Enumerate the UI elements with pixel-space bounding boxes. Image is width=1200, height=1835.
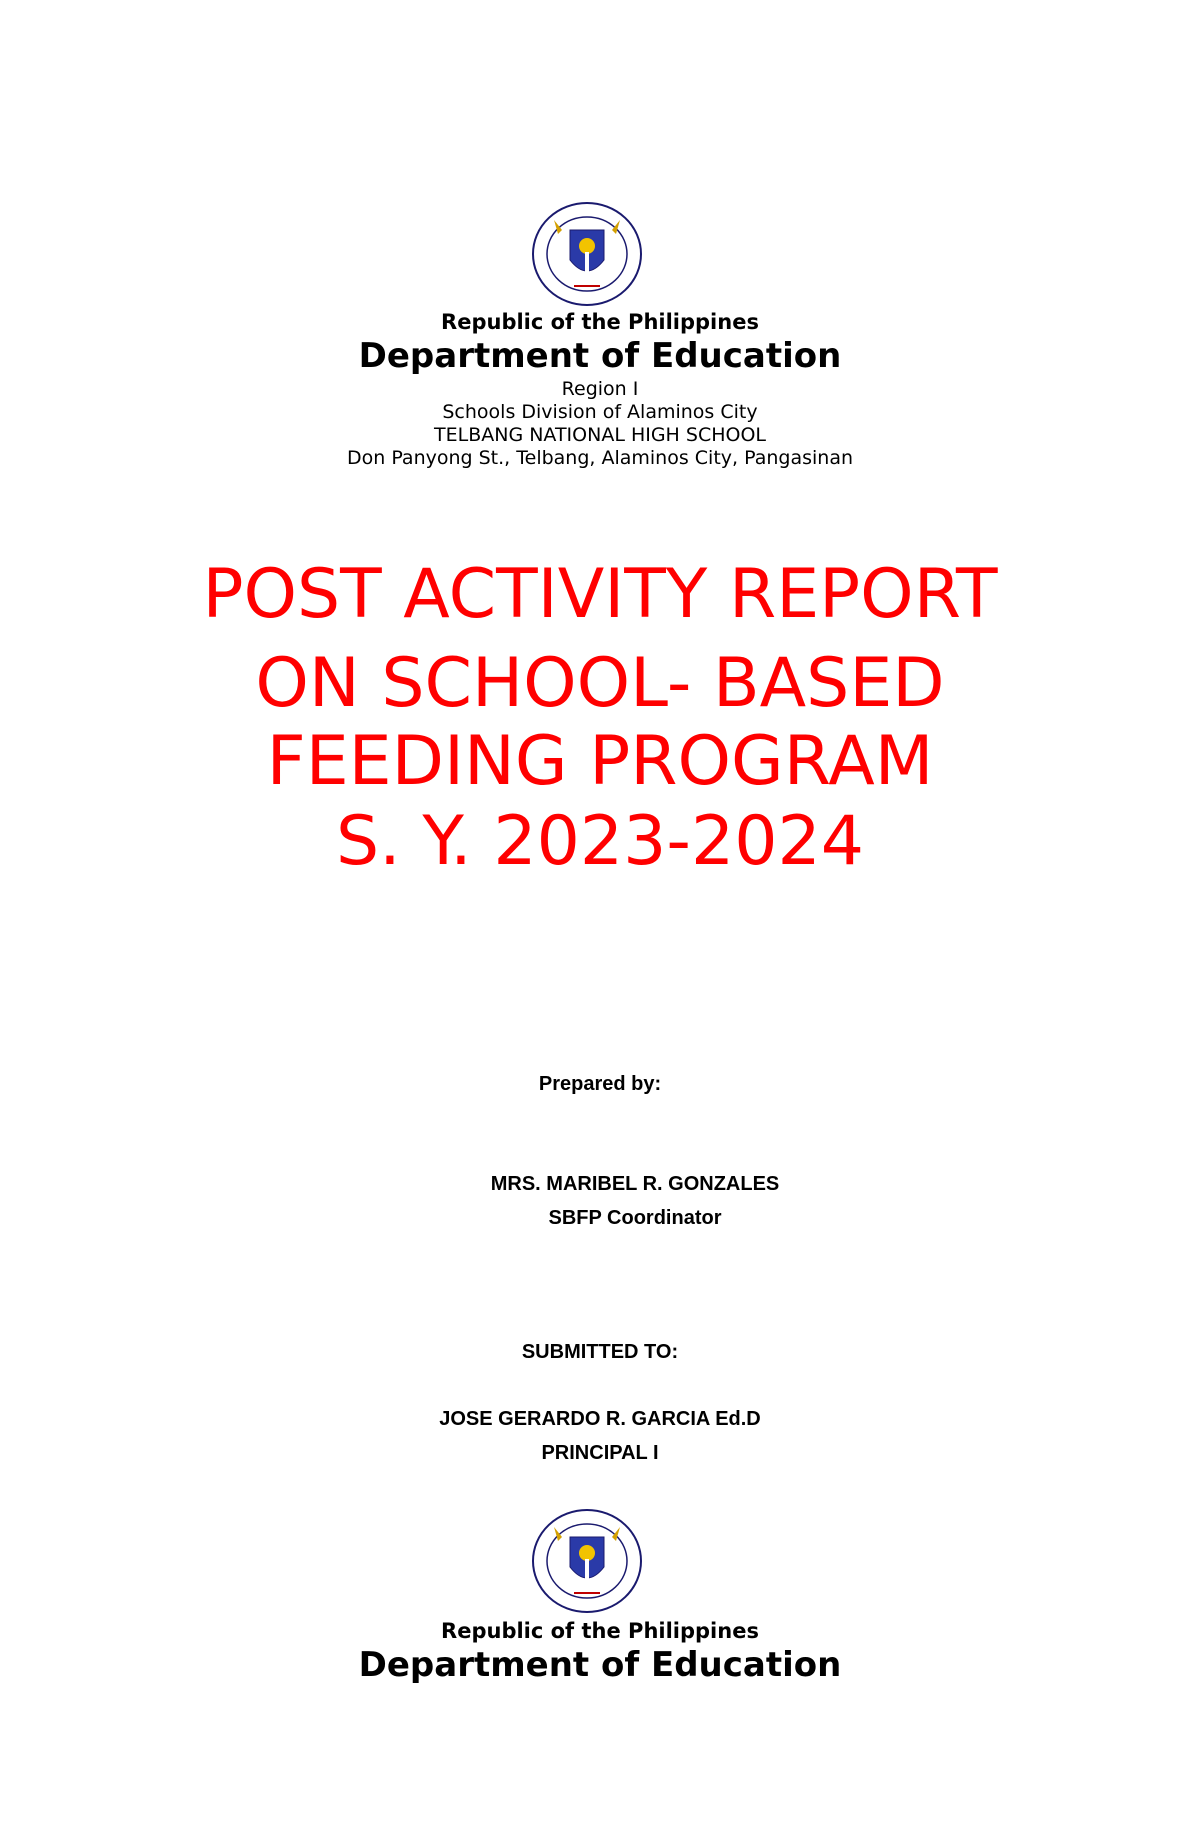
footer-republic-heading: Republic of the Philippines [441, 1619, 759, 1643]
prepared-by-label: Prepared by: [538, 1073, 662, 1095]
footer-department-heading: Department of Education [358, 1645, 842, 1685]
report-title-line-2: ON SCHOOL- BASED [255, 644, 945, 723]
department-heading: Department of Education [358, 336, 842, 376]
school-name-line: TELBANG NATIONAL HIGH SCHOOL [434, 424, 766, 446]
school-address-line: Don Panyong St., Telbang, Alaminos City, Pangasinan [346, 447, 854, 469]
deped-seal-bottom [530, 1507, 644, 1615]
republic-heading: Republic of the Philippines [441, 310, 759, 334]
deped-seal-top [530, 200, 644, 308]
recipient-name: JOSE GERARDO R. GARCIA Ed.D [439, 1408, 761, 1430]
recipient-role: PRINCIPAL I [541, 1442, 659, 1464]
preparer-name: MRS. MARIBEL R. GONZALES [490, 1173, 780, 1195]
region-line: Region I [561, 378, 639, 400]
division-line: Schools Division of Alaminos City [442, 401, 758, 423]
submitted-to-label: SUBMITTED TO: [521, 1341, 679, 1363]
report-title-line-4: S. Y. 2023-2024 [335, 802, 865, 881]
report-title-line-3: FEEDING PROGRAM [266, 722, 934, 801]
preparer-role: SBFP Coordinator [548, 1207, 722, 1229]
report-title-line-1: POST ACTIVITY REPORT [202, 555, 998, 634]
